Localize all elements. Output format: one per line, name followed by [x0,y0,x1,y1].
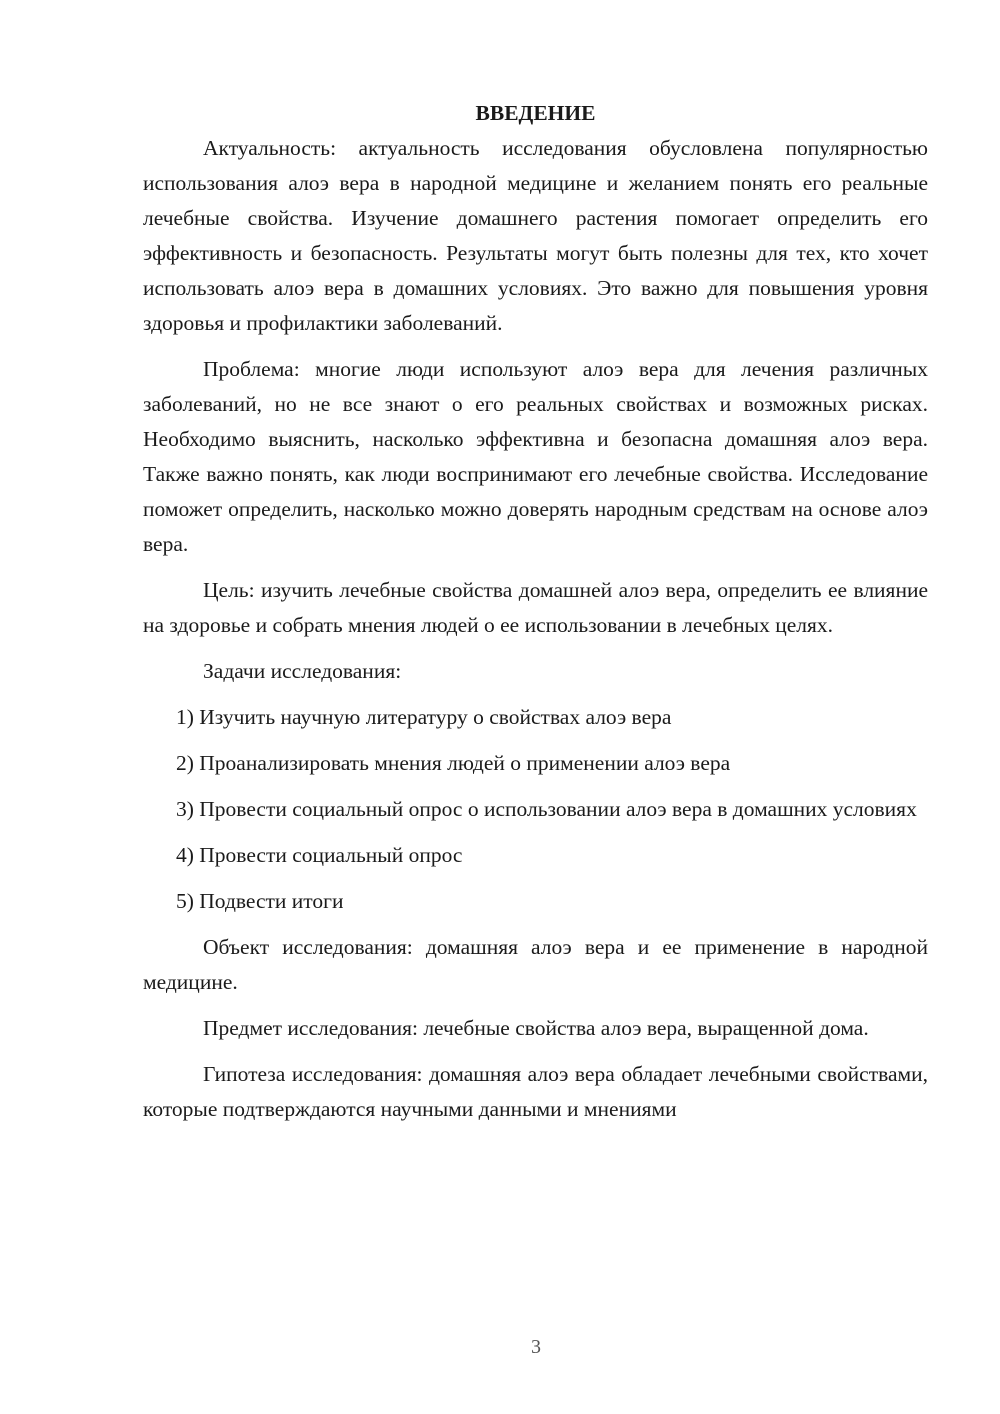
task-item-5: 5) Подвести итоги [176,889,344,913]
paragraph-problem: Проблема: многие люди используют алоэ вера для лечения различных заболеваний, но не все знают о его реальных свойствах и возможных рисках. Необходимо выяснить, насколько эффективна и безопасна домашняя алоэ вера. Также важно понять, как люди воспринимают его лечебные свойства. Исследование поможет определить, насколько можно доверять народным средствам на основе алоэ вера. [143,357,928,556]
section-title: ВВЕДЕНИЕ [475,101,596,125]
task-item-3: 3) Провести социальный опрос о использовании алоэ вера в домашних условиях [176,797,917,821]
paragraph-relevance: Актуальность: актуальность исследования обусловлена популярностью использования алоэ вера в народной медицине и желанием понять его реальные лечебные свойства. Изучение домашнего растения помогает определить его эффективность и безопасность. Результаты могут быть полезны для тех, кто хочет использовать алоэ вера в домашних условиях. Это важно для повышения уровня здоровья и профилактики заболеваний. [143,136,928,335]
task-item-4: 4) Провести социальный опрос [176,843,463,867]
paragraph-hypothesis: Гипотеза исследования: домашняя алоэ вера обладает лечебными свойствами, которые подтверждаются научными данными и мнениями [143,1062,928,1121]
page-number: 3 [531,1336,541,1358]
tasks-heading: Задачи исследования: [203,659,402,683]
task-item-2: 2) Проанализировать мнения людей о применении алоэ вера [176,751,731,775]
document-body [143,88,928,1127]
paragraph-subject: Предмет исследования: лечебные свойства алоэ вера, выращенной дома. [203,1016,869,1040]
paragraph-object: Объект исследования: домашняя алоэ вера и ее применение в народной медицине. [143,935,928,994]
paragraph-goal: Цель: изучить лечебные свойства домашней алоэ вера, определить ее влияние на здоровье и собрать мнения людей о ее использовании в лечебных целях. [143,578,928,637]
task-item-1: 1) Изучить научную литературу о свойствах алоэ вера [176,705,672,729]
